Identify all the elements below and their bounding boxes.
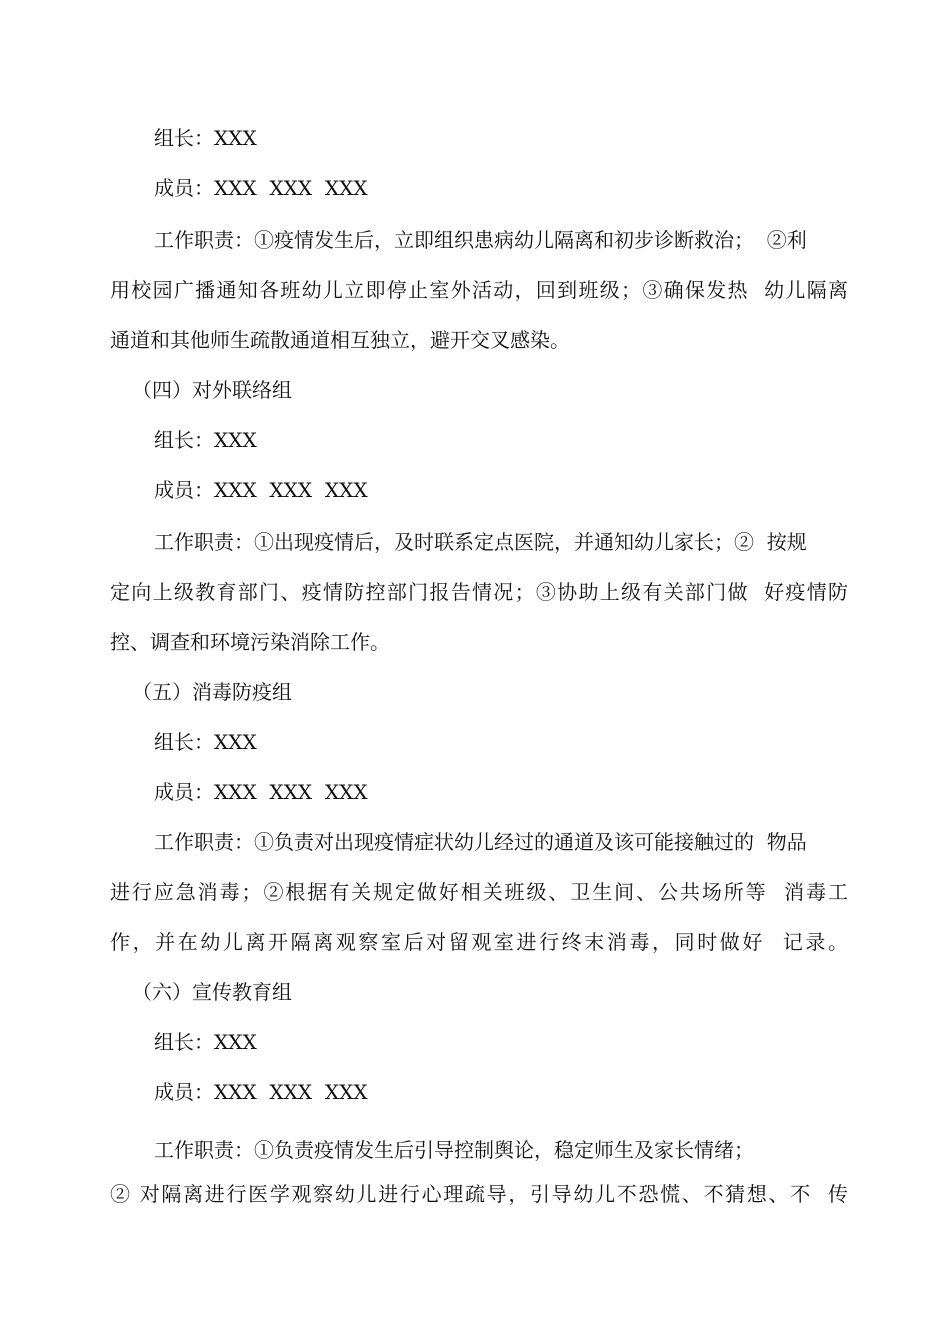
duties-paragraph-line: 用校园广播通知各班幼儿立即停止室外活动，回到班级；③确保发热 幼儿隔离 [110,278,848,302]
group-members-line: 成员：XXX XXX XXX [154,1080,368,1104]
section-heading: （六）宣传教育组 [132,980,292,1004]
group-members-line: 成员：XXX XXX XXX [154,176,368,200]
group-leader-line: 组长：XXX [154,730,257,754]
group-leader-line: 组长：XXX [154,428,257,452]
group-leader-line: 组长：XXX [154,1030,257,1054]
section-heading: （五）消毒防疫组 [132,680,292,704]
duties-paragraph-line: 进行应急消毒；②根据有关规定做好相关班级、卫生间、公共场所等 消毒工 [110,880,848,904]
duties-paragraph-line: 控、调查和环境污染消除工作。 [110,630,390,654]
duties-paragraph-line: 通道和其他师生疏散通道相互独立，避开交叉感染。 [110,328,570,352]
duties-paragraph-line: 定向上级教育部门、疫情防控部门报告情况；③协助上级有关部门做 好疫情防 [110,580,848,604]
group-members-line: 成员：XXX XXX XXX [154,478,368,502]
duties-paragraph-line: 工作职责：①疫情发生后，立即组织患病幼儿隔离和初步诊断救治； ②利 [154,228,807,252]
group-members-line: 成员：XXX XXX XXX [154,780,368,804]
duties-paragraph-line: 作，并在幼儿离开隔离观察室后对留观室进行终末消毒，同时做好 记录。 [110,930,848,954]
duties-paragraph-line: 工作职责：①负责疫情发生后引导控制舆论，稳定师生及家长情绪； [154,1138,754,1162]
duties-paragraph-line: 工作职责：①出现疫情后，及时联系定点医院，并通知幼儿家长；② 按规 [154,530,807,554]
section-heading: （四）对外联络组 [132,378,292,402]
duties-paragraph-line: ② 对隔离进行医学观察幼儿进行心理疏导，引导幼儿不恐慌、不猜想、不 传 [110,1182,848,1206]
duties-paragraph-line: 工作职责：①负责对出现疫情症状幼儿经过的通道及该可能接触过的 物品 [154,830,807,854]
group-leader-line: 组长：XXX [154,126,257,150]
